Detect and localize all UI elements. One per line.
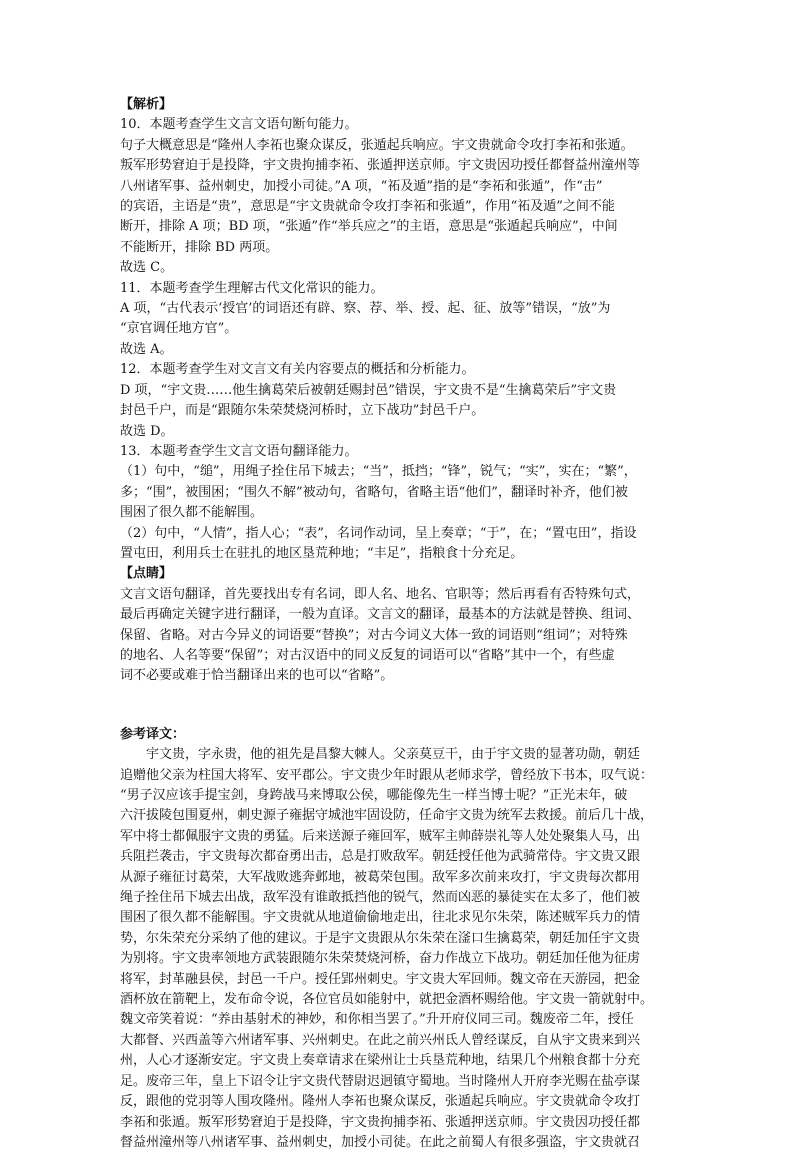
text-line: 叛军形势窘迫于是投降，宇文贵拘捕李祏、张遁押送京师。宇文贵因功授任都督益州潼州等 <box>120 158 641 174</box>
tip-header: 【点睛】 <box>120 566 173 582</box>
text-line: “男子汉应该手提宝剑，身跨战马来博取公侯，哪能像先生一样当博士呢？”正光末年，破 <box>120 788 628 803</box>
text-line: “京官调任地方官”。 <box>120 321 238 337</box>
text-line: 宇文贵，字永贵，他的祖先是昌黎大棘人。父亲莫豆干，由于宇文贵的显著功勋，朝廷 <box>146 747 641 763</box>
tip-body <box>120 585 686 687</box>
text-line: 句子大概意思是“隆州人李祏也聚众谋反，张遁起兵响应。宇文贵就命令攻打李祏和张遁。 <box>120 137 634 153</box>
text-line: 八州诸军事、益州刺史，加授小司徒。”A 项，“祏及遁”指的是“李祏和张遁”，作“击” <box>120 178 603 194</box>
text-line: 反，跟他的党羽等人围攻隆州。隆州人李祏也聚众谋反，张遁起兵响应。宇文贵就命令攻打 <box>120 1094 641 1110</box>
document-page <box>120 95 686 1153</box>
text-line: 置屯田，利用兵士在驻扎的地区垦荒种地；“丰足”，指粮食十分充足。 <box>120 545 524 561</box>
text-line: 李祏和张遁。叛军形势窘迫于是投降，宇文贵拘捕李祏、张遁押送京师。宇文贵因功授任都 <box>120 1114 641 1130</box>
text-line: 不能断开，排除 BD 两项。 <box>120 239 279 255</box>
analysis-body <box>120 115 686 564</box>
analysis-header: 【解析】 <box>120 97 173 112</box>
text-line: 断开，排除 A 项；BD 项，“张遁”作“举兵应之”的主语，意思是“张遁起兵响应”，中间 <box>120 219 618 235</box>
text-line: 酒杯放在箭靶上，发布命令说，各位官员如能射中，就把金酒杯赐给他。宇文贵一箭就射中。 <box>120 992 654 1008</box>
text-line: 词不必要或难于恰当翻译出来的也可以“省略”。 <box>120 668 394 684</box>
text-line: 的宾语，主语是“贵”，意思是“宇文贵就命令攻打李祏和张遁”，作用“祏及遁”之间不能 <box>120 199 615 215</box>
text-line: 多；“围”，被围困；“围久不解”被动句，省略句，省略主语“他们”，翻译时补齐，他们被 <box>120 484 628 500</box>
text-line: 最后再确定关键字进行翻译，一般为直译。文言文的翻译，最基本的方法就是替换、组词、 <box>120 607 641 623</box>
text-line: 故选 A。 <box>120 341 173 357</box>
text-line: 从源子雍征讨葛荣，大军战败逃奔邺地，被葛荣包围。敌军多次前来攻打，宇文贵每次都用 <box>120 869 641 885</box>
text-line: A 项，“古代表示‘授官’的词语还有辟、察、荐、举、授、起、征、放等”错误，“放”为 <box>120 301 611 317</box>
text-line: 势，尔朱荣充分采纳了他的建议。于是宇文贵跟从尔朱荣在滏口生擒葛荣，朝廷加任宇文贵 <box>120 930 641 946</box>
text-line: 为别将。宇文贵率领地方武装跟随尔朱荣焚烧河桥，奋力作战立下战功。朝廷加任他为征虏 <box>120 951 641 967</box>
text-line: 军中将士都佩服宇文贵的勇猛。后来送源子雍回军，贼军主帅薛崇礼等人处处聚集人马，出 <box>120 828 641 844</box>
text-line: 足。废帝三年，皇上下诏令让宇文贵代替尉迟迥镇守蜀地。当时隆州人开府李光赐在盐亭谋 <box>120 1073 641 1089</box>
text-line: 10．本题考查学生文言文语句断句能力。 <box>120 117 358 133</box>
text-line: 保留、省略。对古今异义的词语要“替换”；对古今词义大体一致的词语则“组词”；对特殊 <box>120 627 628 643</box>
text-line: 将军，封革融县侯，封邑一千户。授任郢州刺史。宇文贵大军回师。魏文帝在天游园，把金 <box>120 971 641 987</box>
text-line: 文言文语句翻译，首先要找出专有名词，即人名、地名、官职等；然后再看有否特殊句式， <box>120 586 641 602</box>
text-line: 围困了很久都不能解围。宇文贵就从地道偷偷地走出，往北求见尔朱荣，陈述贼军兵力的情 <box>120 910 641 926</box>
text-line: 大都督、兴西盖等六州诸军事、兴州刺史。在此之前兴州氐人曾经谋反，自从宇文贵来到兴 <box>120 1032 641 1048</box>
text-line: 督益州潼州等八州诸军事、益州刺史，加授小司徒。在此之前蜀人有很多强盗，宇文贵就召 <box>120 1134 641 1150</box>
text-line: 12．本题考查学生对文言文有关内容要点的概括和分析能力。 <box>120 362 475 378</box>
text-line: 封邑千户，而是“跟随尔朱荣焚烧河桥时，立下战功”封邑千户。 <box>120 403 485 419</box>
text-line: 六汗拔陵包围夏州，刺史源子雍据守城池牢固设防，任命宇文贵为统军去救援。前后几十战， <box>120 808 654 824</box>
text-line: 故选 D。 <box>120 423 174 439</box>
translation-body <box>120 745 686 1153</box>
text-line: 魏文帝笑着说：“养由基射术的神妙，和你相当罢了。”升开府仪同三司。魏废帝二年，授任 <box>120 1012 634 1028</box>
text-line: 13．本题考查学生文言文语句翻译能力。 <box>120 443 358 459</box>
text-line: （2）句中，“人情”，指人心；“表”，名词作动词，呈上奏章；“于”，在；“置屯田”，指设 <box>120 525 637 541</box>
section-gap <box>120 687 686 725</box>
text-line: 故选 C。 <box>120 260 174 276</box>
text-line: 绳子拴住吊下城去出战，敌军没有谁敢抵挡他的锐气，然而凶恶的暴徒实在太多了，他们被 <box>120 890 641 906</box>
text-line: 的地名、人名等要“保留”；对古汉语中的同义反复的词语可以“省略”其中一个，有些虚 <box>120 647 615 663</box>
text-line: 州，人心才逐渐安定。宇文贵上奏章请求在梁州让士兵垦荒种地，结果几个州粮食都十分充 <box>120 1053 641 1069</box>
translation-header: 参考译文： <box>120 726 186 742</box>
text-line: （1）句中，“缒”，用绳子拴住吊下城去；“当”，抵挡；“锋”，锐气；“实”，实在；“繁”， <box>120 464 637 480</box>
text-line: 兵阻拦袭击，宇文贵每次都奋勇出击，总是打败敌军。朝廷授任他为武骑常侍。宇文贵又跟 <box>120 849 641 865</box>
text-line: 围困了很久都不能解围。 <box>120 505 264 521</box>
text-line: D 项，“宇文贵……他生擒葛荣后被朝廷赐封邑”错误，宇文贵不是“生擒葛荣后”宇文贵 <box>120 382 617 398</box>
text-line: 追赠他父亲为柱国大将军、安平郡公。宇文贵少年时跟从老师求学，曾经放下书本，叹气说： <box>120 767 654 783</box>
text-line: 11．本题考查学生理解古代文化常识的能力。 <box>120 280 384 296</box>
